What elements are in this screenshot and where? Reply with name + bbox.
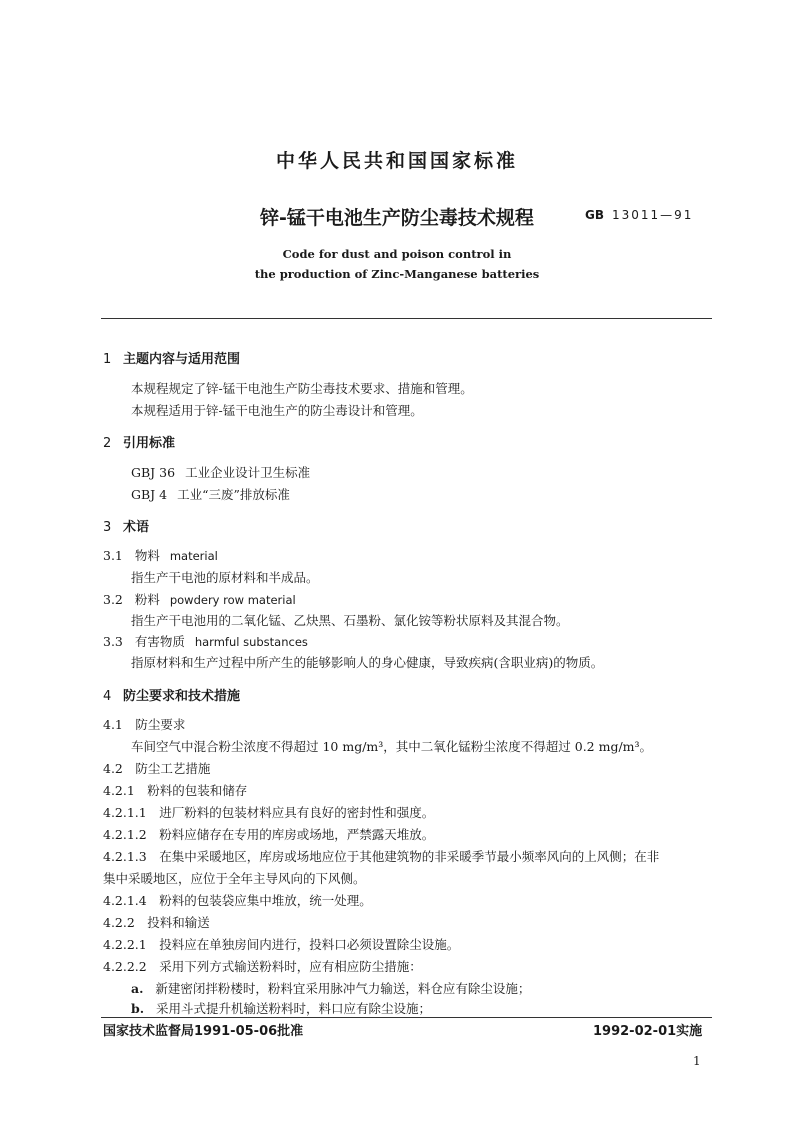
list-item-a xyxy=(131,979,530,997)
list-item-label: b. xyxy=(131,1001,145,1016)
term-en: material xyxy=(169,549,218,563)
effective-date: 1992-02-01实施 xyxy=(593,1024,703,1039)
clause-4-2: 4.2 防尘工艺措施 xyxy=(103,761,211,776)
clause-4-2-1-3: 4.2.1.3 在集中采暖地区，库房或场地应位于其他建筑物的非采暖季节最小频率风向的上风侧；在非 xyxy=(103,849,660,864)
clause-4-2-1-4: 4.2.1.4 粉料的包装袋应集中堆放，统一处理。 xyxy=(103,893,372,908)
term-cn: 物料 xyxy=(134,548,160,563)
standard-code xyxy=(585,208,693,222)
reference-gbj4 xyxy=(131,485,290,503)
clause-4-2-2-2: 4.2.2.2 采用下列方式输送粉料时，应有相应防尘措施： xyxy=(103,959,422,974)
section-1-para-2: 本规程适用于锌-锰干电池生产的防尘毒设计和管理。 xyxy=(131,403,423,418)
section-2-heading xyxy=(103,432,175,451)
section-2-title: 引用标准 xyxy=(123,436,176,451)
publisher-heading: 中华人民共和国国家标准 xyxy=(275,150,518,172)
term-3-1-definition: 指生产干电池的原材料和半成品。 xyxy=(131,570,319,585)
top-divider xyxy=(101,318,712,319)
reference-code: GBJ 4 xyxy=(131,487,168,502)
list-item-text: 新建密闭拌粉楼时，粉料宜采用脉冲气力输送，料仓应有除尘设施； xyxy=(155,981,531,996)
section-4-number: 4 xyxy=(103,689,112,704)
page-number: 1 xyxy=(693,1054,701,1068)
section-3-number: 3 xyxy=(103,520,112,535)
reference-title: 工业“三废”排放标准 xyxy=(177,487,290,502)
clause-4-1: 4.1 防尘要求 xyxy=(103,717,186,732)
term-cn: 粉料 xyxy=(134,592,160,607)
section-2-number: 2 xyxy=(103,436,112,451)
term-3-2-definition: 指生产干电池用的二氧化锰、乙炔黑、石墨粉、氯化铵等粉状原料及其混合物。 xyxy=(131,613,569,628)
list-item-b xyxy=(131,999,431,1017)
section-1-para-1: 本规程规定了锌-锰干电池生产防尘毒技术要求、措施和管理。 xyxy=(131,381,473,396)
clause-4-2-1-3-cont: 集中采暖地区，应位于全年主导风向的下风侧。 xyxy=(103,871,366,886)
term-number: 3.3 xyxy=(103,634,123,649)
section-3-title: 术语 xyxy=(123,520,150,535)
term-3-3-definition: 指原材料和生产过程中所产生的能够影响人的身心健康，导致疾病(含职业病)的物质。 xyxy=(131,655,604,670)
clause-4-1-text: 车间空气中混合粉尘浓度不得超过 10 mg/m³，其中二氧化锰粉尘浓度不得超过 0.2 mg/m³。 xyxy=(131,739,653,754)
term-3-3 xyxy=(103,632,308,650)
clause-4-2-1: 4.2.1 粉料的包装和储存 xyxy=(103,783,248,798)
term-en: harmful substances xyxy=(194,635,308,649)
section-4-heading xyxy=(103,685,240,704)
standard-number: 13011—91 xyxy=(612,208,694,222)
list-item-label: a. xyxy=(131,981,144,996)
clause-4-2-2-1: 4.2.2.1 投料应在单独房间内进行，投料口必须设置除尘设施。 xyxy=(103,937,460,952)
section-1-number: 1 xyxy=(103,352,112,367)
term-number: 3.1 xyxy=(103,548,123,563)
reference-gbj36 xyxy=(131,463,310,481)
english-title-line-2: the production of Zinc-Manganese batteries xyxy=(254,267,540,281)
bottom-divider xyxy=(101,1017,712,1018)
section-3-heading xyxy=(103,516,149,535)
term-cn: 有害物质 xyxy=(134,634,185,649)
term-3-1 xyxy=(103,546,218,564)
clause-4-2-2: 4.2.2 投料和输送 xyxy=(103,915,210,930)
section-4-title: 防尘要求和技术措施 xyxy=(123,689,241,704)
section-1-heading xyxy=(103,348,240,367)
term-3-2 xyxy=(103,590,296,608)
reference-title: 工业企业设计卫生标准 xyxy=(185,465,311,480)
list-item-text: 采用斗式提升机输送粉料时，料口应有除尘设施； xyxy=(156,1001,432,1016)
section-1-title: 主题内容与适用范围 xyxy=(123,352,241,367)
document-title: 锌-锰干电池生产防尘毒技术规程 xyxy=(260,207,534,229)
clause-4-2-1-1: 4.2.1.1 进厂粉料的包装材料应具有良好的密封性和强度。 xyxy=(103,805,435,820)
approval-note: 国家技术监督局1991-05-06批准 xyxy=(103,1024,304,1039)
term-en: powdery row material xyxy=(169,593,296,607)
term-number: 3.2 xyxy=(103,592,123,607)
reference-code: GBJ 36 xyxy=(131,465,176,480)
standard-prefix: GB xyxy=(585,208,604,222)
english-title-line-1: Code for dust and poison control in xyxy=(282,247,512,261)
clause-4-2-1-2: 4.2.1.2 粉料应储存在专用的库房或场地，严禁露天堆放。 xyxy=(103,827,435,842)
